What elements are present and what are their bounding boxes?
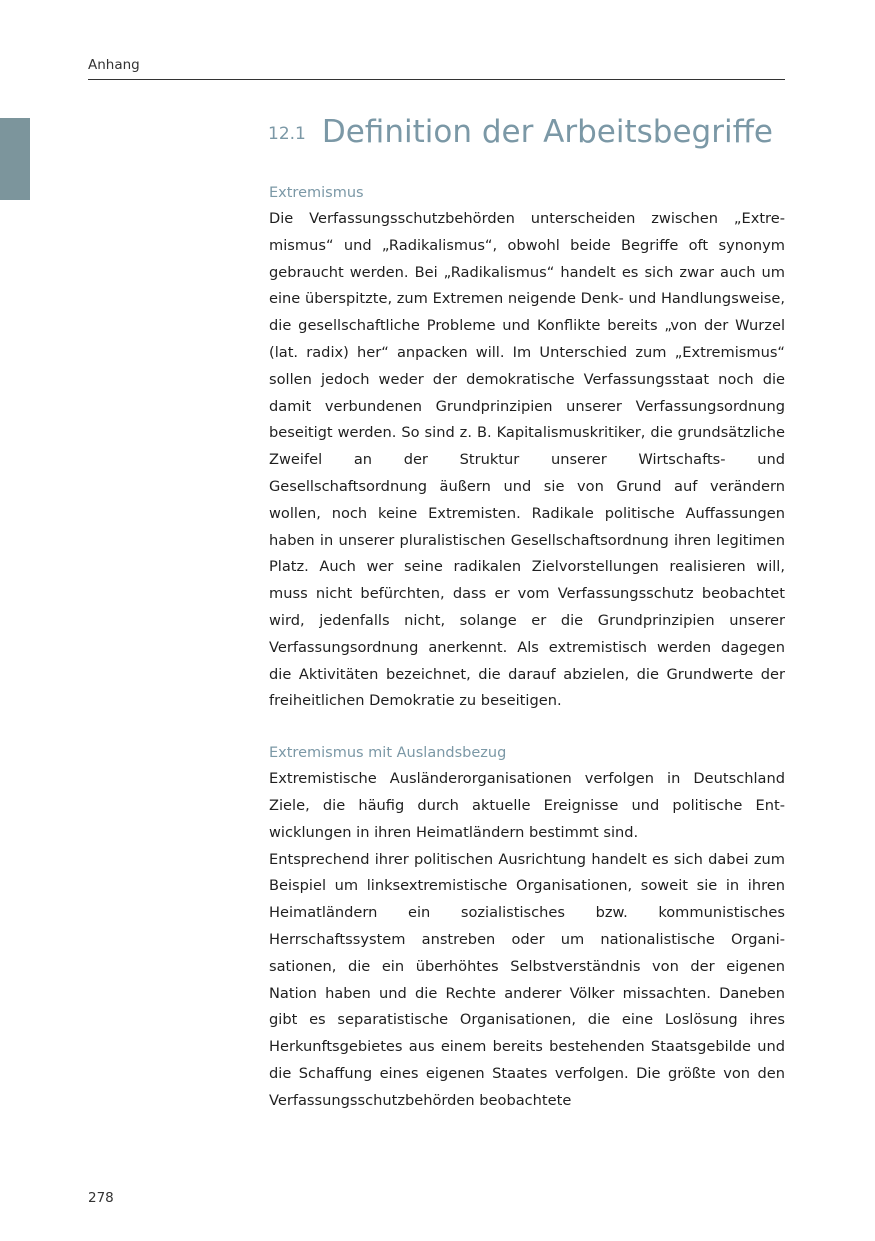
body-paragraph: Entsprechend ihrer politischen Ausrichtung handelt es sich dabei zum Beispiel um linksextremistische Organisationen, soweit sie in ihren Heimatländern ein sozialistisches bzw. kommunistisches Herrschaftssystem anstreben oder um nationalistische Organisationen, die ein überhöhtes Selbstverständnis von der eigenen Nation haben und die Rechte anderer Völker missachten. Daneben gibt es separatistische Organisationen, die eine Loslösung ihres Herkunftsgebietes aus einem bereits bestehenden Staatsgebilde und die Schaffung eines eigenen Staates verfolgen. Die größte von den Verfassungsschutzbehörden beobachtete <box>269 850 785 1109</box>
running-header: Anhang <box>88 57 140 73</box>
section-extremismus <box>269 183 785 715</box>
section-heading: Extremismus mit Auslandsbezug <box>269 745 507 762</box>
chapter-heading <box>268 114 773 150</box>
header-rule <box>88 79 785 80</box>
section-heading: Extremismus <box>269 185 364 201</box>
body-paragraph: Extremistische Ausländerorganisationen verfolgen in Deutschland Ziele, die häufig durch aktuelle Ereignisse und politische Entwicklungen in ihren Heimatländern bestimmt sind. <box>269 770 785 841</box>
section-spacer <box>269 715 785 743</box>
main-content <box>269 183 785 1115</box>
section-extremismus-auslandsbezug <box>269 743 785 1114</box>
chapter-side-tab <box>0 118 30 200</box>
page-number: 278 <box>88 1190 114 1206</box>
chapter-number: 12.1 <box>268 124 306 144</box>
body-paragraph: Die Verfassungsschutzbehörden unterscheiden zwischen „Extremismus“ und „Radikalismus“, obwohl beide Begriffe oft synonym gebraucht werden. Bei „Radikalismus“ handelt es sich zwar auch um eine überspitzte, zum Extremen neigende Denk- und Handlungsweise, die gesellschaftliche Probleme und Konflikte bereits „von der Wurzel (lat. radix) her“ anpacken will. Im Unterschied zum „Extremismus“ sollen jedoch weder der demokratische Verfassungsstaat noch die damit verbundenen Grundprinzipien unserer Verfassungsordnung beseitigt werden. So sind z. B. Kapitalismuskritiker, die grundsätzliche Zweifel an der Struktur unserer Wirtschafts- und Gesellschaftsordnung äußern und sie von Grund auf verändern wollen, noch keine Extremisten. Radikale politische Auffassungen haben in unserer pluralistischen Gesellschaftsordnung ihren legitimen Platz. Auch wer seine radikalen Zielvorstellungen realisieren will, muss nicht befürchten, dass er vom Verfassungsschutz beobachtet wird, jedenfalls nicht, solange er die Grundprinzipien unserer Verfassungsordnung anerkennt. Als extremistisch werden dagegen die Aktivitäten bezeichnet, die darauf abzielen, die Grundwerte der freiheitlichen Demokratie zu beseitigen. <box>269 210 785 710</box>
chapter-title: Definition der Arbeitsbegriffe <box>321 114 774 150</box>
